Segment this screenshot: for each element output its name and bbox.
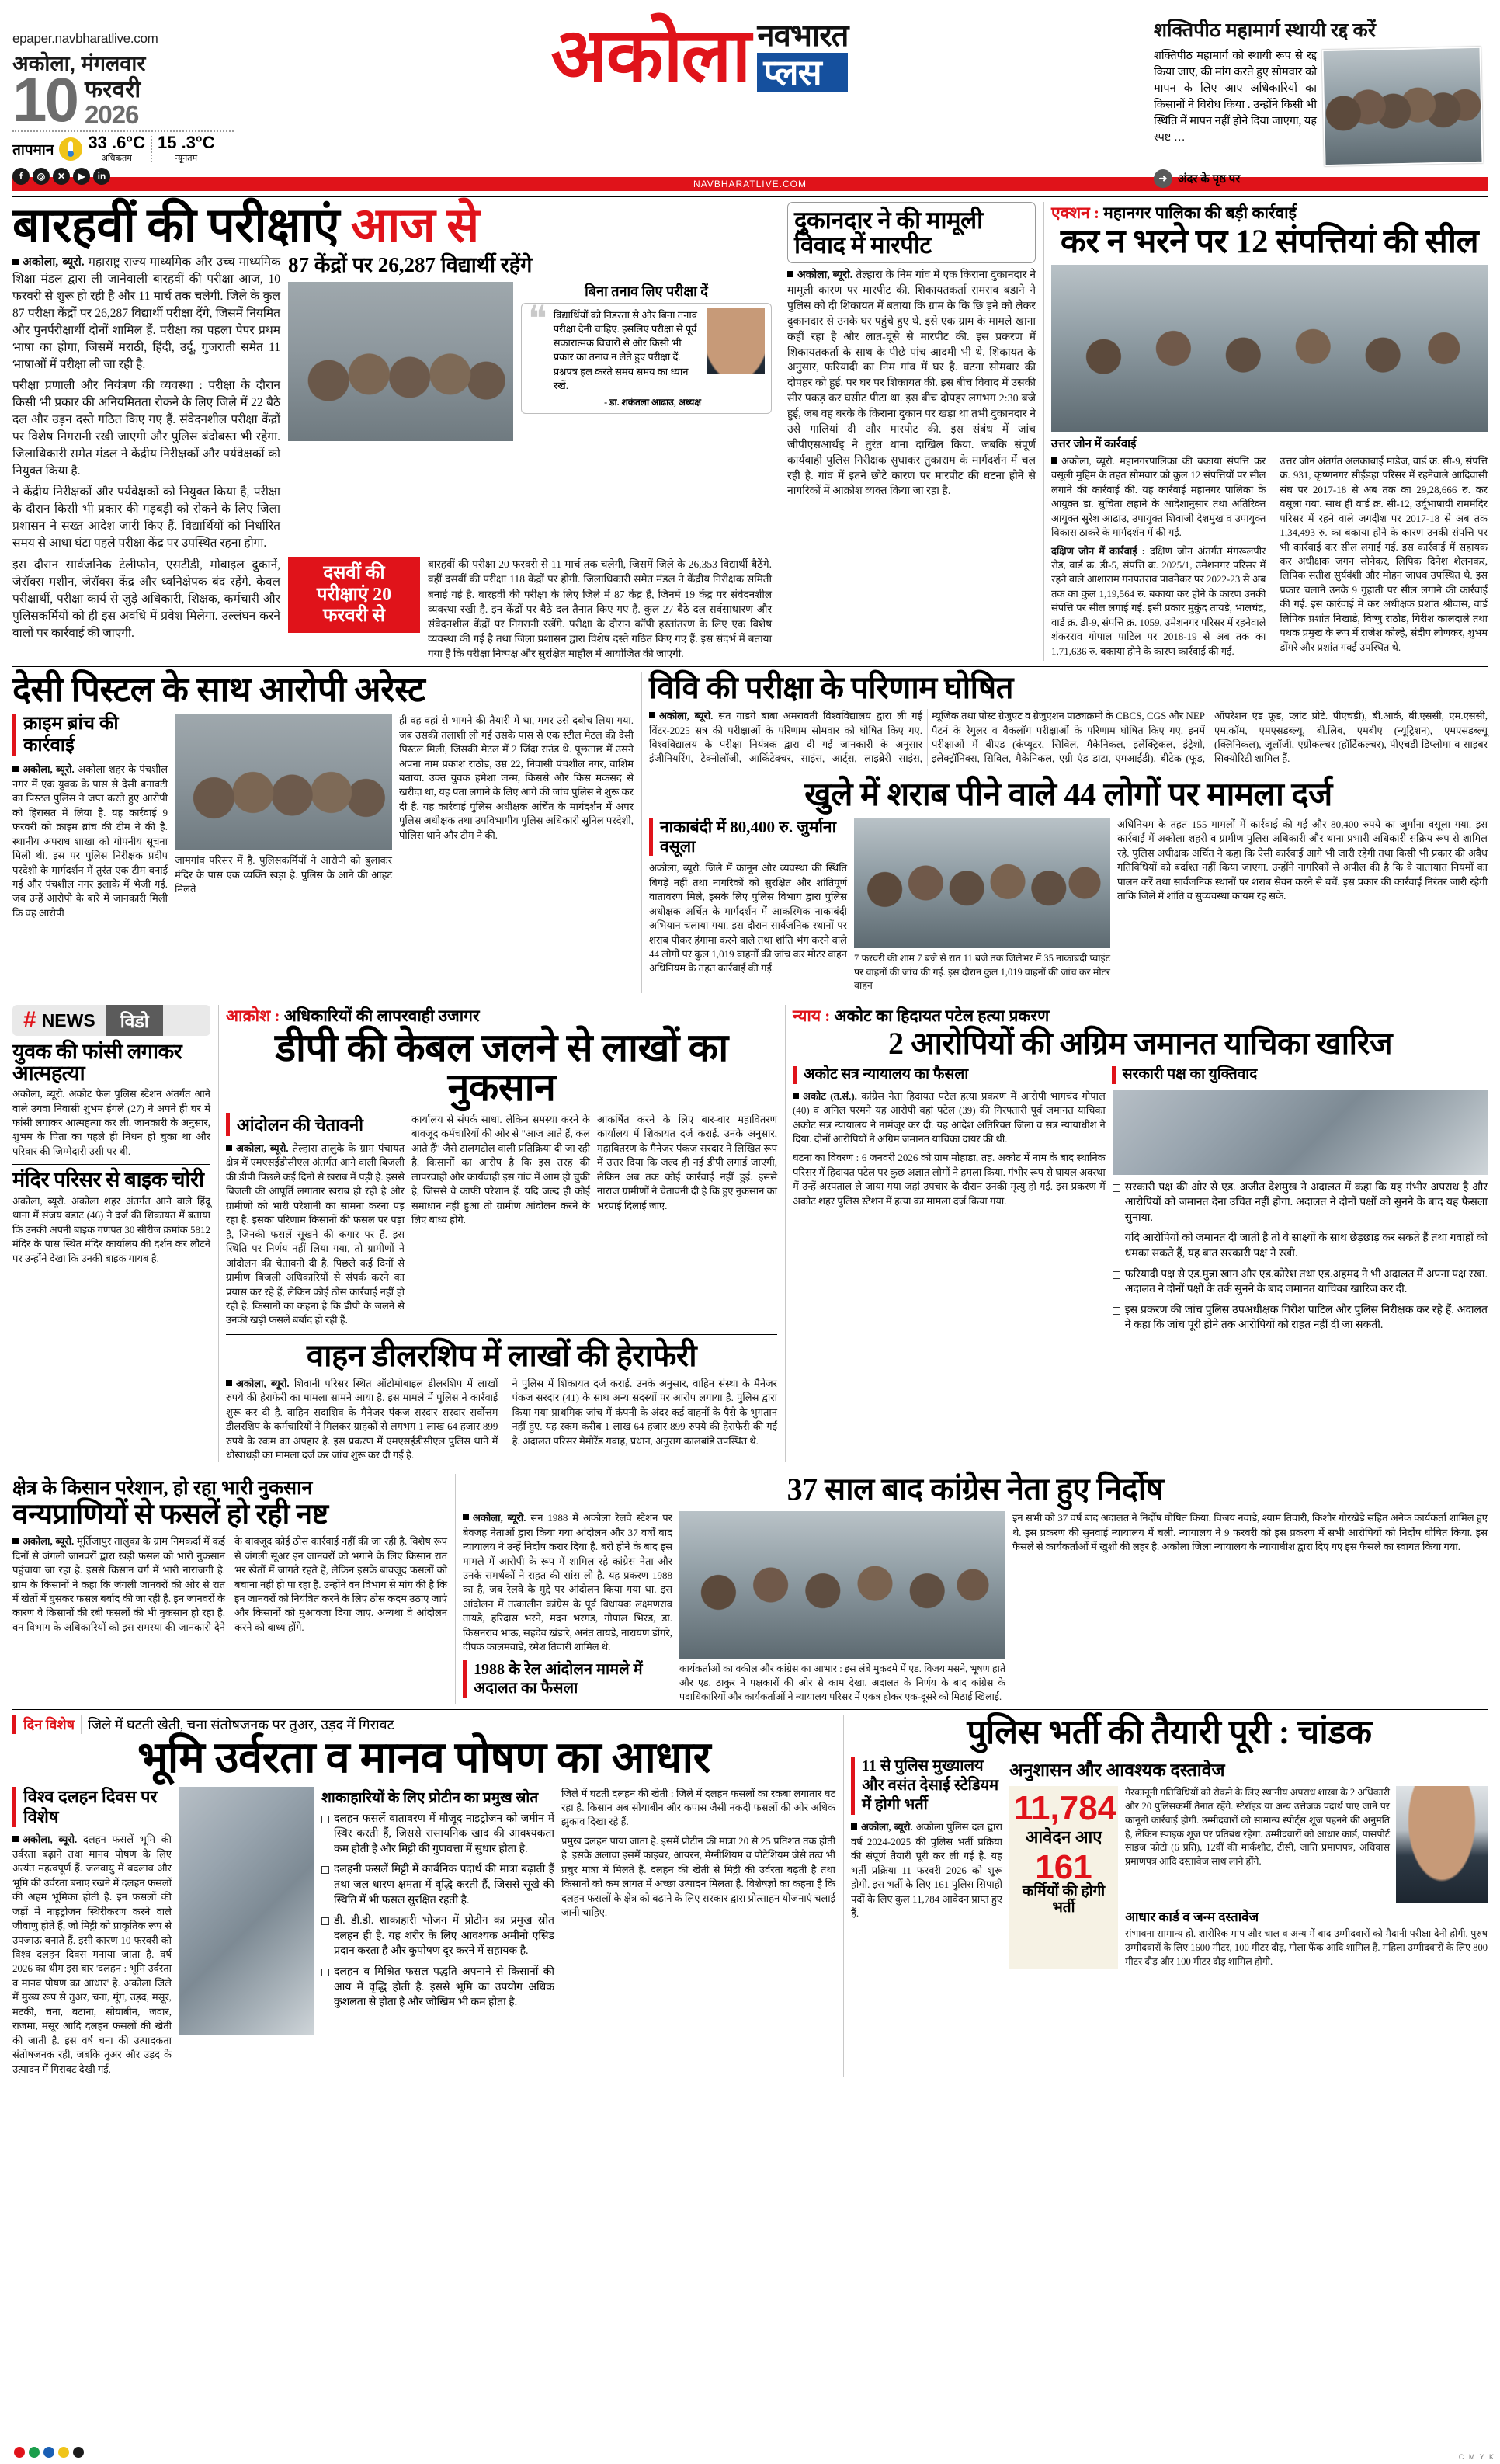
promo-photo <box>1321 47 1483 166</box>
bullet-square-icon <box>12 259 19 265</box>
lead-upper <box>12 254 772 552</box>
pistol-body-left <box>12 763 168 920</box>
acquit-photo <box>679 1511 1005 1659</box>
pulse-col-bullets <box>321 1787 554 2077</box>
date-month: फरवरी <box>84 76 141 103</box>
list-item: डी. डी.डी. शाकाहारी भोजन में प्रोटीन का प्रमुख स्रोत दलहन ही है. यह शरीर के लिए आवश्यक अमीनो एसिड प्रदान करता है और कुपोषण दूर करने में सहायक है. <box>321 1913 554 1959</box>
pulse-redleft: विश्व दलहन दिवस पर विशेष <box>12 1787 172 1828</box>
lead-headline-black: बारहवीं की परीक्षाएं <box>12 200 351 252</box>
website-bar-label: NAVBHARATLIVE.COM <box>693 179 807 189</box>
promo-text: शक्तिपीठ महामार्ग को स्थायी रूप से रद्द किया जाए, की मांग करते हुए सोमवार को मापन के लिए आए अधिकारियों का किसानों ने विरोध किया . उन्होंने किसी भी स्थिति में मापन नहीं होने दिया जाएगा, यह स्पष्ट … <box>1154 50 1317 144</box>
pulse-col-right <box>561 1787 835 2077</box>
seal-headline: कर न भरने पर 12 संपत्तियां की सील <box>1060 224 1479 260</box>
video-tab[interactable]: विडो <box>106 1005 163 1036</box>
dot-red <box>14 2447 25 2458</box>
temp-min-value: 15 .3°C <box>158 132 215 152</box>
dp-kicker-rest: अधिकारियों की लापरवाही उजागर <box>280 1006 480 1026</box>
linkedin-icon[interactable]: in <box>93 168 110 185</box>
police-col-right <box>1009 1757 1488 1969</box>
farmer-body-text: मूर्तिजापुर तालुका के ग्राम निमकर्दा में कई दिनों से जंगली जानवरों द्वारा खड़ी फसल को भारी नुकसान पहुंचाया जा रहा है. इससे किसान वर्ग में भारी नाराजगी है. ग्राम के किसानों ने कहा कि जंगली जानवरों की ओर से रात में खेतों में घुसकर फसल बर्बाद की जा रही है. इन जानवरों के कारण वे किसानों की रबी फसलों की भी नुकसान हो रहा है. वन विभाग के अधिकारियों को इस समस्या की जानकारी देने के बावजूद कोई ठोस कार्रवाई नहीं की जा रही है. विशेष रूप से जंगली सूअर इन जानवरों को भगाने के लिए किसान रात भर खेतों में जागते रहते हैं, लेकिन इसके बावजूद फसलों को बचाना नहीं हो पा रहा है. उन्होंने वन विभाग से मांग की है कि इन जानवरों को नियंत्रित करने के लिए ठोस कदम उठाए जाएं और किसानों को मुआवजा दिया जाए. अन्यथा वे आंदोलन करने को बाध्य होंगे. <box>12 1535 447 1633</box>
pulse-cols <box>12 1787 835 2077</box>
lead-quote-title: बिना तनाव लिए परीक्षा दें <box>585 283 708 299</box>
liquor-caption: 7 फरवरी की शाम 7 बजे से रात 11 बजे तक जिलेभर में 35 नाकाबंदी प्वाइंट पर वाहनों की जांच की गई. इस दौरान कुल 1,019 वाहनों की जांच कर मोटर वाहन <box>854 952 1110 992</box>
seal-kicker-rest: महानगर पालिका की बड़ी कार्रवाई <box>1099 203 1297 222</box>
pistol-body-right: ही वह वहां से भागने की तैयारी में था, मगर उसे दबोच लिया गया. जब उसकी तलाशी ली गई उसके पास से एक स्टील मेटल की देसी पिस्टल मिली, जिसकी मेटल में 2 जिंदा राउंड थे. पूछताछ में उसने अपना नाम प्रकाश राठोड, उम्र 22, निवासी पंचशील नगर, वाशिम बताया. उक्त युवक हमेशा जन्म, किससे और किस मकसद से खरीदा था, यह पता लगाने के लिए आगे की जांच पुलिस ने शुरू कर दी है. यह कार्रवाई पुलिस अधीक्षक अर्चित के मार्गदर्शन में अपर पुलिस अधीक्षक तथा उपविभागीय पुलिस अधिकारी सुनिल परदेशी, पोलिस थाने और टीम ने की. <box>399 714 634 841</box>
bail-photo <box>1113 1090 1488 1175</box>
news-item-2-headline: मंदिर परिसर से बाइक चोरी <box>12 1168 204 1192</box>
seal-sub1 <box>1051 544 1266 659</box>
vehicle-byline: अकोला, ब्यूरो. <box>236 1377 290 1389</box>
promo-headline: शक्तिपीठ महामार्ग स्थायी रद्द करें <box>1154 20 1376 41</box>
seal-kicker-tag: एक्शन : <box>1051 203 1100 222</box>
epaper-url[interactable]: epaper.navbharatlive.com <box>12 31 158 46</box>
seal-body-right: उत्तर जोन अंतर्गत अलकाबाई माडेज, वार्ड क्र. सी-9, संपत्ति क्र. 931, कृष्णनगर सीईडहा परिसर में रहनेवाले आदिवासी संघ पर 2017-18 से अब तक का 29,28,666 रु. कर वसूला गया. साथ ही वार्ड क्र. सी-12, उर्दूभाषायी राममंदिर परिसर में रहने वाले जगदीश पर 2017-18 से अब तक 1,34,493 रु. का बकाया होने के कारण उनकी संपत्ति पर भी कार्रवाई कर सील लगाई गई. इस कार्रवाई में सहायक कर अधीक्षक जगन सोनेकर, लिपिक दिनेश शेलनकर, लिपिक सतीश सुर्यवंशी और मोहन जाधव उपस्थित थे. इस प्रकार चलाने उनके 9 गुहाती पर सील लगाने की कार्रवाई की गई. इस कार्रवाई में कर अधीक्षक प्रशांत श्रीवास, वार्ड लिपिक प्रशांत निखाडे, विष्णु राठोड, गिरीश कालदाले तथा पथक प्रमुख के रूप में राजेश कोल्हे, संदीप लोणकर, शुभम डोंगरे और प्रशांत गवई उपस्थित थे. <box>1273 454 1488 659</box>
list-item: दलहनी फसलें मिट्टी में कार्बनिक पदार्थ की मात्रा बढ़ाती हैं तथा जल धारण क्षमता में वृद्धि करती हैं, जिससे सूखे की स्थिति में भी फसल सुरक्षित रहती है. <box>321 1862 554 1908</box>
logo-navbharat: नवभारत <box>757 19 849 53</box>
dp-byline: अकोला, ब्यूरो. <box>236 1142 289 1155</box>
bullet-square-icon <box>1051 457 1057 464</box>
bullet-square-icon <box>12 1836 19 1842</box>
seal-story <box>1043 202 1488 661</box>
band-two-right <box>641 672 1488 993</box>
police-stat-2-label: कर्मियों की होगी भर्ती <box>1022 1882 1106 1916</box>
news-tag <box>12 1007 106 1034</box>
band-two <box>12 666 1488 993</box>
police-stat-2: 161 <box>1035 1848 1092 1887</box>
bullet-square-icon <box>787 271 793 277</box>
pulse-body <box>12 1833 172 2077</box>
acquit-byline: अकोला, ब्यूरो. <box>473 1512 526 1524</box>
police-body-right: संभावना सामान्य हो. शारीरिक माप और चाल व अन्य में बाद उम्मीदवारों को मैदानी परीक्षा देनी होगी. पुरुष उम्मीदवारों के लिए 1600 मीटर, 100 मीटर दौड़, गोला फेंक आदि शामिल हैं. महिला उम्मीदवारों के लिए 800 मीटर दौड़ और 100 मीटर दौड़ शामिल होगी. <box>1125 1928 1488 1967</box>
dot-yellow <box>58 2447 69 2458</box>
band-five <box>12 1709 1488 2077</box>
dp-cols <box>226 1113 777 1328</box>
dot-green <box>29 2447 40 2458</box>
police-stats-box <box>1009 1786 1118 1969</box>
temp-max-value: 33 .6°C <box>88 132 145 152</box>
bail-body-left <box>793 1090 1106 1147</box>
lead-body-2: परीक्षा प्रणाली और नियंत्रण की व्यवस्था : परीक्षा के दौरान किसी भी प्रकार की अनियमितता रोकने के लिए जिले में 22 बैठे दल और उड़न दस्ते गठित किए गए हैं. संवेदनशील परीक्षा केंद्रों पर विशेष निगरानी रखी जाएगी और पुलिस बंदोबस्त भी रहेगा. जिलाधिकारी समेत मंडल ने केंद्रीय निरीक्षकों और पर्यवेक्षकों को नियुक्त किया है. <box>12 379 280 478</box>
list-item: दलहन व मिश्रित फसल पद्धति अपनाने से किसानों की आय में वृद्धि होती है. इससे भूमि का उपयोग अधिक कुशलता से होता है और जोखिम भी कम होता है. <box>321 1965 554 2010</box>
lead-body-3: ने केंद्रीय निरीक्षकों और पर्यवेक्षकों को नियुक्त किया है, परीक्षा के दौरान किसी भी प्रकार की गड़बड़ी को रोकने के लिए जिला प्रशासन ने सख्त आदेश जारी किए हैं. विद्यार्थियों को निर्धारित समय से आधा घंटा पहले परीक्षा केंद्र पर उपस्थित रहना होगा. <box>12 485 280 551</box>
bail-left-caption: अकोट सत्र न्यायालय का फैसला <box>793 1066 1106 1084</box>
acquit-body-left <box>463 1511 672 1655</box>
seal-subcap: उत्तर जोन में कार्रवाई <box>1051 437 1137 450</box>
news-item-2 <box>12 1164 210 1266</box>
dp-story <box>218 1005 777 1462</box>
acquit-body-left-text: सन 1988 में अकोला रेलवे स्टेशन पर बेवजह नेताओं द्वारा किया गया आंदोलन और 37 वर्षों बाद न्यायालय ने उन्हें निर्दोष करार दिया है. बरी होने के बाद इस मामले में आरोपी के रूप में शामिल रहे कांग्रेस नेता और उनके समर्थकों ने राहत की सांस ली है. यह प्रकरण 1988 का है, जब रेलवे के मुद्दे पर आंदोलन किया गया था. इस आंदोलन में तत्कालीन कांग्रेस के पूर्व विधायक लक्ष्मणराव तायडे, हरिदास भरने, मदन भरगड, गोपाल भिरड, डा. किसनराव भाऊ, सहदेव खंडारे, अनंत तायडे, नारायण डोंगरे, दीपक कालमवाडे, रमेश तिवारी शामिल थे. <box>463 1512 673 1653</box>
seal-sub1-body: दक्षिण जोन अंतर्गत मंगरूलपीर रोड, वार्ड क्र. डी-5, संपत्ति क्र. 2025/1, उमेशनगर परिसर में रहने वाले आशाराम गनपतराव पावनेकर पर 2022-23 से अब तक का कुल 1,19,564 रु. बकाया कर होने के कारण उनकी संपत्ति पर सील लगाई गई. इसी प्रकार मुकुंद तायडे, भालचंद्र, वार्ड क्र. डी-9, संपत्ति क्र. 1059, उमेशनगर परिसर में रहनेवाले शंकरराव गोपाल पाटिल पर 2018-19 से अब तक का 1,71,636 रु. बकाया होने के कारण कार्रवाई की गई. <box>1051 544 1266 657</box>
pulse-byline: अकोला, ब्यूरो. <box>23 1833 78 1846</box>
lead-quote-portrait <box>707 308 765 374</box>
bail-body-left-text: कांग्रेस नेता हिदायत पटेल हत्या प्रकरण में आरोपी भागचंद गोपाल (40) व अनिल परमने यह आरोपी वहां पटेल (39) की गिरफ्तारी पूर्व जमानत याचिका अकोट सत्र न्यायालय ने नामंजूर कर दी. यह आदेश अतिरिक्त जिला व सत्र न्यायाधीश ने दिया. दोनों आरोपियों ने अग्रिम जमानत याचिका दायर की थी. <box>793 1090 1106 1145</box>
instagram-icon[interactable]: ◎ <box>33 168 50 185</box>
acquit-story <box>455 1474 1488 1704</box>
seal-kicker <box>1051 202 1488 224</box>
bullet-square-icon <box>12 766 19 772</box>
vehicle-body-right: ने पुलिस में शिकायत दर्ज कराई. उनके अनुसार, वाहिन संस्था के मैनेजर पंकज सरदार (41) के साथ अन्य सदस्यों पर आरोप लगाया है. पुलिस द्वारा किया गया प्राथमिक जांच में कंपनी के अंदर कई वाहनों के पैसे के भुगतान नहीं हुए. यह रकम करीब 1 लाख 64 हजार 899 रुपये की हेराफेरी की गई है. अदालत परिसर मेमोरेंड गवाह, प्रधान, अनुराग कालबांडे उपस्थित थे. <box>505 1377 777 1463</box>
logo-akola: अकोला <box>550 14 750 97</box>
acquit-body-mid: 1988 के रेल आंदोलन मामले में अदालत का फैसला <box>463 1660 672 1698</box>
pulse-bullet-5: जिले में घटती दलहन की खेती : जिले में दलहन फसलों का रकबा लगातार घट रहा है. किसान अब सोयाबीन और कपास जैसी नकदी फसलों की ओर अधिक झुकाव दिखा रहे हैं. <box>561 1787 835 1828</box>
farmer-kicker: क्षेत्र के किसान परेशान, हो रहा भारी नुकसान <box>12 1478 313 1500</box>
date-year: 2026 <box>84 99 139 129</box>
liquor-col-left <box>649 818 847 993</box>
police-stat-1: 11,784 <box>1014 1789 1117 1828</box>
color-registration-dots <box>14 2447 84 2458</box>
pistol-body-left-text: अकोला शहर के पंचशील नगर में एक युवक के पास से देसी बनावटी का पिस्टल पुलिस ने जप्त करते हुए आरोपी को हिरासत में लिया है. यह कार्रवाई 9 फरवरी को क्राइम ब्रांच की टीम ने की है. स्थानीय अपराध शाखा को गोपनीय सूचना मिली थी. इस पर पुलिस निरीक्षक प्रदीप परदेशी के मार्गदर्शन में तुरंत एक टीम बनाई गई और पंचशील नगर इलाके में भेजी गई. जब उन्हें आरोपी के बारे में जानकारी मिली कि वह आरोपी <box>12 763 168 919</box>
shopkeeper-body-text: तेल्हारा के निम गांव में एक किराना दुकानदार ने मामूली कारण पर मारपीट की. शिकायतकर्ता रामराव बडाने ने पुलिस को दी शिकायत में बताया कि ग्राम के कि छि ड़ने को लेकर दुकानदार से उनके घर पहुंचे हुए थे. इसे एक ग्राम के मामले खाना कहीं रहा है और लात-घूंसे से मारपीट की. इस प्रकरण में शिकायतकर्ता के साथ के पीछे पांच आदमी भी थे. शिकायत के अनुसार, फरियादी का निम गांव में घर है. घटना सोमवार की दोपहर को हुई. पर घर पर शिकायत की. इस बीच विवाद में उसकी सीर पकड़ कर घसीट पीटा था. इस बीच दोपहर लगभग 2:30 बजे हुई, जब वह बरके के किराना दुकान पर खड़ा था तभी दुकानदार ने उसे गालियां दी और मारपीट की. इस संबंध में जांच जीपीएसआर्थड् ने तुरंत थाना दाखिल किया. जबकि संपूर्ण कार्यवाही पुलिस निरीक्षक सुधाकर तुकाराम के मार्गदर्शन में चल रही है. गांव में इतने छोटे कारण पर मारपीट की घटना होने से नागरिकों में आक्रोश व्यक्त किया जा रहा है. <box>787 269 1036 498</box>
bail-kicker-tag: न्याय : <box>793 1006 831 1026</box>
bail-body-left2: घटना का विवरण : 6 जनवरी 2026 को ग्राम मोहाडा, तह. अकोट में नाम के बाद स्थानिक परिसर में हिदायत पटेल पर कुछ अज्ञात लोगों ने हमला किया. गंभीर रूप से घायल अवस्था में उन्हें अस्पताल ले जाया गया जहां उपचार के दौरान उनकी मृत्यु हो गई. इस प्रकरण में अकोट शहर पुलिस स्टेशन में हत्या का मामला दर्ज किया गया. <box>793 1152 1106 1207</box>
bail-kicker-rest: अकोट का हिदायत पटेल हत्या प्रकरण <box>830 1006 1050 1026</box>
pulse-body-text: दलहन फसलें भूमि की उर्वरता बढ़ाने तथा मानव पोषण के लिए अत्यंत महत्वपूर्ण हैं. जलवायु में बदलाव और भूमि की उर्वरता बनाए रखने में दलहन फसलों की अहम भूमिका होती है. इन फसलों की जड़ों में नाइट्रोजन स्थिरीकरण करने वाले जीवाणु होते हैं, जो मिट्टी को प्राकृतिक रूप से उपजाऊ बनाते हैं. इसी कारण 10 फरवरी को विश्व दलहन दिवस मनाया जाता है. वर्ष 2026 का थीम इस बार 'दलहन : भूमि उर्वरता व मानव पोषण का आधार' है. अकोला जिले में मुख्य रूप से तुअर, चना, मूंग, उड़द, मसूर, मटकी, चना, बटाना, सोयाबीन, जवार, राजमा, मसूर आदि दलहन फसलों की खेती की जाती है. इस वर्ष चना की उत्पादकता संतोषजनक रही, जबकि तुअर और उड़द के उत्पादन में गिरावट देखी गई. <box>12 1833 172 2075</box>
bail-bullets <box>1113 1180 1488 1333</box>
pistol-photo <box>175 714 392 850</box>
acquit-headline: 37 साल बाद कांग्रेस नेता हुए निर्दोष <box>786 1472 1164 1507</box>
bail-right-caption: सरकारी पक्ष का युक्तिवाद <box>1112 1066 1488 1084</box>
farmer-headline: वन्यप्राणियों से फसलें हो रही नष्ट <box>12 1499 328 1531</box>
liquor-redleft: नाकाबंदी में 80,400 रु. जुर्माना वसूला <box>649 818 847 857</box>
masthead-promo <box>1154 11 1488 188</box>
seal-photo <box>1051 265 1488 432</box>
bullet-square-icon <box>12 1538 19 1544</box>
acquit-col-left <box>463 1511 672 1704</box>
social-links[interactable] <box>12 168 245 185</box>
youtube-icon[interactable]: ▶ <box>73 168 90 185</box>
band-lead <box>12 196 1488 661</box>
lead-story <box>12 202 772 661</box>
bail-col-left <box>793 1090 1106 1339</box>
vehicle-headline: वाहन डीलरशिप में लाखों की हेराफेरी <box>306 1337 697 1373</box>
farmer-body <box>12 1534 447 1635</box>
promo-inner-link[interactable] <box>1154 169 1488 188</box>
date-day: 10 <box>12 65 77 134</box>
farmer-story <box>12 1474 447 1704</box>
bullet-square-icon <box>793 1093 799 1099</box>
univ-headline: विवि की परीक्षा के परिणाम घोषित <box>649 670 1013 706</box>
dp-body-left-text: तेल्हारा तालुके के ग्राम पंचायत क्षेत्र में एमएसईडीसीएल अंतर्गत आने वाली बिजली की डीपी पिछले कई दिनों से खराब में पड़ी है. इससे बिजली की आपूर्ति लगातार खराब हो रही है और ग्रामीणों को भारी परेशानी का सामना करना पड़ रहा है. इसका परिणाम किसानों की फसल पर पड़ा है, जिनकी फसलें सूखने की कगार पर हैं. इस स्थिति पर निर्णय नहीं लिया गया, तो ग्रामीणों ने आंदोलन की चेतावनी दी है. पिछले कई दिनों से ग्रामीण बिजली अधिकारियों से संपर्क करने का प्रयास कर रहे हैं, लेकिन कोई ठोस कार्रवाई नहीं हो रही है. किसानों का कहना है कि डीपी के जलने से उनकी खड़ी फसलें बर्बाद हो रही हैं. <box>226 1142 405 1326</box>
pulse-photo-col <box>179 1787 314 2077</box>
acquit-caption: कार्यकर्ताओं का वकील और कांग्रेस का आभार : इस लंबे मुकदमे में एड. विजय मसने, भूषण हाते और एड. ठाकुर ने पक्षकारों की ओर से काम देखा. अदालत के निर्णय के बाद कांग्रेस के पदाधिकारियों और कार्यकर्ताओं ने न्यायालय परिसर में एकत्र होकर एक-दूसरे को मिठाई खिलाई. <box>679 1663 1005 1702</box>
liquor-body-right: अधिनियम के तहत 155 मामलों में कार्रवाई की गई और 80,400 रुपये का जुर्माना वसूला गया. इस कार्रवाई में अकोला शहरी व ग्रामीण पुलिस अधिकारी और थाना प्रभारी अधिकारी सक्रिय रूप से शामिल रहे. पुलिस अधीक्षक अर्चित ने कहा कि ऐसी कार्रवाई आगे भी जारी रहेगी तथा किसी भी प्रकार की अवैध गतिविधियों को बर्दाश्त नहीं किया जाएगा. उन्होंने नागरिकों से अपील की है कि वे यातायात नियमों का पालन करें तथा सार्वजनिक स्थानों पर शराब सेवन करने से बचें. इस प्रकार की कार्रवाई निरंतर जारी रहेगी ताकि जिले में शांति व सुव्यवस्था कायम रह सके. <box>1117 818 1488 902</box>
pulse-story <box>12 1715 835 2077</box>
liquor-col-mid <box>854 818 1110 993</box>
farmer-byline: अकोला, ब्यूरो. <box>23 1535 75 1548</box>
dot-blue <box>43 2447 54 2458</box>
pulse-sub1: शाकाहारियों के लिए प्रोटीन का प्रमुख स्रोत <box>321 1789 539 1806</box>
pulse-bullets <box>321 1812 554 2010</box>
lead-headline <box>12 202 772 251</box>
pistol-body-mid: जामगांव परिसर में है. पुलिसकर्मियों ने आरोपी को बुलाकर मंदिर के पास एक व्यक्ति खड़ा है. पुलिस के आने की आहट मिलते <box>175 854 392 895</box>
shopkeeper-headline-box <box>787 202 1036 263</box>
lead-body-1 <box>12 254 280 374</box>
dp-body-left <box>226 1142 405 1328</box>
news-label: NEWS <box>41 1010 95 1030</box>
vehicle-cols <box>226 1377 777 1463</box>
pistol-col-left <box>12 714 168 920</box>
temp-min-group <box>158 134 215 164</box>
police-stats-row <box>1009 1786 1488 1969</box>
dot-black <box>73 2447 84 2458</box>
lead-col2 <box>288 254 772 552</box>
hash-icon: # <box>23 1007 36 1034</box>
date-block <box>12 65 245 134</box>
temp-max-label: अधिकतम <box>101 153 132 163</box>
univ-body-text: संत गाडगे बाबा अमरावती विश्वविद्यालय द्वारा ली गई विंटर-2025 सत्र की परीक्षाओं के परिणाम सोमवार को घोषित किए गए. विश्वविद्यालय के परीक्षा नियंत्रक द्वारा दी गई जानकारी के अनुसार इंजीनियरिंग, टेक्नोलॉजी, आर्किटेक्चर, साइंस, आर्ट्स, लाइब्रेरी साइंस, म्यूजिक तथा पोस्ट ग्रेजुएट व ग्रेजुएशन पाठ्यक्रमों के CBCS, CGS और NEP पैटर्न के रेगुलर व बैकलॉग परीक्षाओं के परिणाम घोषित किए गए. इनमें परीक्षाओं में बीएड (कंप्यूटर, सिविल, मैकेनिकल, इलेक्ट्रिकल, इंट्रेशो, इलेक्ट्रॉनिक्स, सिविल, मैकेनिकल, एग्री एंड डाटा, एमआईडी), बीटेक (फूड, ऑपरेशन एंड फूड, प्लांट प्रोटे. पीएचडी), बी.आर्क, बी.एससी, एम.एससी, एम.कॉम, एमएसडब्ल्यू, बी.लिब, एमबीए (न्यूट्रिशन), एमएसडब्ल्यू (क्लिनिकल), जूलॉजी, एग्रीकल्चर (हॉर्टिकल्चर), पीएचडी डिप्लोमा व साइबर सिक्योरिटी शामिल हैं. <box>649 710 1488 765</box>
lead-quote-wrap <box>521 282 772 441</box>
police-cols <box>851 1757 1488 1969</box>
seal-body-left-text: अकोला, ब्यूरो. महानगरपालिका की बकाया संपत्ति कर वसूली मुहिम के तहत सोमवार को कुल 12 संपत्तियों पर सील लगाने की कार्रवाई की. यह कार्रवाई महानगर पालिका के आयुक्त डा. सुचिता लहाने के आदेशानुसार तथा अतिरिक्त आयुक्त सुरेश आढाउ, उपायुक्त शिवाजी देशमुख व उपायुक्त विकास ठाकरे के मार्गदर्शन में की गई. <box>1051 454 1266 539</box>
lead-body1-text: महाराष्ट्र राज्य माध्यमिक और उच्च माध्यमिक शिक्षा मंडल द्वारा ली जानेवाली बारहवीं की परीक्षा आज, 10 फरवरी से शुरू हो रही है और 11 मार्च तक चलेगी. जिले के कुल 87 परीक्षा केंद्रों पर 26,287 विद्यार्थी परीक्षा देंगे, जिसमें नियमित और पुनर्परीक्षार्थी दोनों शामिल हैं. परीक्षा का पहला पेपर प्रथम भाषा का होगा, जिसमें मराठी, हिंदी, उर्दू, गुजराती समेत 11 भाषाओं में परीक्षा ली जा रही है. <box>12 255 280 372</box>
divider-vertical-dotted <box>151 136 152 162</box>
lead-byline: अकोला, ब्यूरो. <box>23 255 85 269</box>
shopkeeper-story <box>780 202 1036 661</box>
dp-col-left <box>226 1113 405 1328</box>
pistol-cols <box>12 714 634 920</box>
bail-cols <box>793 1090 1488 1339</box>
vehicle-body-left <box>226 1377 498 1463</box>
temp-min-label: न्यूनतम <box>175 153 198 163</box>
lead-caption-para: बारहवीं की परीक्षा 20 फरवरी से 11 मार्च तक चलेगी, जिसमें जिले के 26,353 विद्यार्थी बैठेंगे. वहीं दसवीं की परीक्षा 118 केंद्रों पर होगी. जिलाधिकारी समेत मंडल ने केंद्रीय निरीक्षक समिती बनाई गई है. बारहवीं की परीक्षा के लिए जिले में 87 केंद्र हैं, जिनमें 19 केंद्र पर संवेदनशील व्यवस्था रखी है. इन केंद्रों पर बैठे दल तैनात किए गए हैं. कुल 27 बैठे दल सर्वसाधारण और संवेदनशील केंद्रों पर निगरानी रखेंगे. परीक्षा के दौरान कॉपी हस्तांतरण के लिए एक विशेष व्यवस्था की गई है तथा जिला प्रशासन द्वारा विशेष दस्ते गठित किए गए हैं. इस संदर्भ में बताया गया है कि परीक्षा निष्पक्ष और सुरक्षित माहौल में आयोजित की जाएगी. <box>428 558 772 660</box>
acquit-col-mid <box>679 1511 1005 1704</box>
bullet-square-icon <box>463 1514 469 1520</box>
police-sub-title: अनुशासन और आवश्यक दस्तावेज <box>1009 1760 1225 1781</box>
promo-link-label: अंदर के पृष्ठ पर <box>1178 173 1241 186</box>
pulse-kicker-row <box>12 1715 835 1734</box>
vehicle-body-left-text: शिवानी परिसर स्थित ऑटोमोबाइल डीलरशिप में लाखों रुपये की हेराफेरी का मामला सामने आया है. इस मामले में पुलिस ने कार्रवाई शुरू कर दी है. वाहिन सदाशिव के मैनेजर पंकज सरदार सरदार सर्वोत्तम डीलरशिप के कर्मचारियों ने मिलकर ग्राहकों से लगभग 1 लाख 64 हजार 899 रुपये के रकम का अपहार है. इस प्रकरण में एमएसईडीसीएल पुलिस थाने में धोखाधड़ी का मामला दर्ज कर जांच शुरू कर दी गई है. <box>226 1377 498 1461</box>
bullet-square-icon <box>649 712 655 718</box>
band-three <box>12 999 1488 1462</box>
cmyk-mark: C M Y K <box>1458 2453 1495 2461</box>
police-sub2-title: आधार कार्ड व जन्म दस्तावेज <box>1125 1910 1259 1925</box>
city-and-day: अकोला, मंगलवार <box>12 52 146 75</box>
news-box-column <box>12 1005 210 1462</box>
lead-quote-author: - डा. शकंतला आढाउ, अध्यक्ष <box>604 397 701 408</box>
police-story <box>843 1715 1488 2077</box>
pulse-headline: भूमि उर्वरता व मानव पोषण का आधार <box>137 1734 711 1783</box>
dp-body-right: आकर्षित करने के लिए बार-बार महावितरण कार्यालय में शिकायत दर्ज कराई. उनके अनुसार, महावितरण के मैनेजर पंकज सरदार ने लिखित रूप में उत्तर दिया कि जल्द ही नई डीपी लगाई जाएगी, लेकिन अब तक कोई कार्रवाई नहीं हुई. इससे नाराज ग्रामीणों ने चेतावनी दी है कि हुए नुकसान का भरपाई दिलाई जाए. <box>597 1114 777 1211</box>
police-stat-1-label: आवेदन आए <box>1025 1827 1102 1847</box>
pulse-kicker-rest: जिले में घटती खेती, चना संतोषजनक पर तुअर, उड़द में गिरावट <box>81 1715 394 1734</box>
dp-redleft: आंदोलन की चेतावनी <box>226 1113 405 1136</box>
shopkeeper-body <box>787 268 1036 499</box>
police-body-left <box>851 1820 1002 1920</box>
liquor-cols <box>649 818 1488 993</box>
arrow-right-icon: ➜ <box>1154 169 1172 188</box>
liquor-story <box>649 773 1488 993</box>
liquor-body-left: अकोला, ब्यूरो. जिले में कानून और व्यवस्था की स्थिति बिगड़े नहीं तथा नागरिकों को सुरक्षित और शांतिपूर्ण वातावरण मिले, इसके लिए पुलिस विभाग द्वारा पुलिस अधीक्षक अर्चित के मार्गदर्शन में आकस्मिक नाकाबंदी अभियान चलाया गया. इस दौरान सार्वजनिक स्थानों पर शराब पीकर हंगामा करने वाले तथा शांति भंग करने वाले 44 लोगों पर कुल 1,019 वाहनों की जांच कर मोटर वाहन अधिनियम के तहत कार्रवाई की गई. <box>649 862 847 975</box>
bullet-square-icon <box>226 1380 232 1386</box>
lead-body-4: इस दौरान सार्वजनिक टेलीफोन, एसटीडी, मोबाइल दुकानें, जेरॉक्स मशीन, जेरॉक्स केंद्र और ध्वनिक्षेपक बंद रहेंगे. केवल परीक्षार्थी, परीक्षा कार्य से जुड़े अधिकारी, शिक्षक, कर्मचारी और पुलिसकर्मियों को ही इस अवधि में प्रवेश मिलेगा. उल्लंघन करने वालों पर कार्रवाई की जाएगी. <box>12 558 280 641</box>
list-item: दलहन फसलें वातावरण में मौजूद नाइट्रोजन को जमीन में स्थिर करती हैं, जिससे रासायनिक खाद की आवश्यकता कम होती है और मिट्टी की गुणवत्ता में सुधार होता है. <box>321 1812 554 1858</box>
liquor-headline: खुले में शराब पीने वाले 44 लोगों पर मामला दर्ज <box>804 777 1332 813</box>
univ-byline: अकोला, ब्यूरो. <box>659 710 714 722</box>
bail-col-right <box>1113 1090 1488 1339</box>
police-mid-top <box>1125 1786 1488 1903</box>
logo-plus: प्लस <box>757 53 848 92</box>
quote-mark-icon: ❝ <box>528 298 547 339</box>
police-body-mid: गैरकानूनी गतिविधियों को रोकने के लिए स्थानीय अपराध शाखा के 2 अधिकारी और 20 पुलिसकर्मी तैनात रहेंगे. स्टेरॉइड या अन्य उत्तेजक पदार्थ पाए जाने पर कानूनी कार्रवाई होगी. उम्मीदवारों को सामान्य स्पोर्ट्स शूज पहनने की अनुमति है, लेकिन स्पाइक शूज पर प्रतिबंध रहेगा. उम्मीदवारों को आधार कार्ड, पासपोर्ट साइज फोटो (6 प्रति), 12वीं की मार्कशीट, टीसी, जाति प्रमाणपत्र, अधिवास प्रमाणपत्र आदि दस्तावेज साथ लाने होंगे. <box>1125 1787 1390 1868</box>
univ-story <box>649 672 1488 766</box>
lead-lower <box>12 557 772 661</box>
pistol-story <box>12 672 634 993</box>
bullet-square-icon <box>226 1145 232 1151</box>
pistol-col-mid <box>175 714 392 920</box>
acquit-body-right: इन सभी को 37 वर्ष बाद अदालत ने निर्दोष घोषित किया. विजय नवाडे, श्याम तिवारी, किशोर गौरखेडे सहित अनेक कार्यकर्ता शामिल हुए थे. इस प्रकरण की सुनवाई न्यायालय में चली. न्यायालय ने 9 फरवरी को इस प्रकरण में सभी आरोपियों को निर्दोष घोषित किया. इस फैसले से कार्यकर्ताओं में खुशी की लहर है. अकोला जिला न्यायालय के न्यायाधीश द्वारा दिए गए इस फैसले का स्वागत किया गया. <box>1012 1512 1488 1553</box>
police-mid-wrap <box>1125 1786 1488 1969</box>
pistol-headline: देसी पिस्टल के साथ आरोपी अरेस्ट <box>12 670 425 710</box>
lead-media <box>288 282 772 441</box>
list-item: सरकारी पक्ष की ओर से एड. अजीत देशमुख ने अदालत में कहा कि यह गंभीर अपराध है और आरोपियों को जमानत देना उचित नहीं होगा. अदालत ने दोनों पक्षों को सुनने के बाद यह फैसला सुनाया. <box>1113 1180 1488 1226</box>
news-item-2-body: अकोला, ब्यूरो. अकोला शहर अंतर्गत आने वाले हिंदू थाना में संजय बडाट (46) ने दर्ज की शिकायत में बताया कि उनकी अपनी बाइक गणपत 30 सीरीज क्रमांक 5812 मंदिर के पास स्थित मंदिर कार्यालय की दर्शन कर लौटने पर उन्होंने देखा कि उनकी बाइक गायब है. <box>12 1194 210 1264</box>
bail-captions <box>793 1066 1488 1084</box>
police-portrait <box>1396 1786 1488 1903</box>
seal-col-left <box>1051 454 1266 659</box>
news-item-1 <box>12 1041 210 1159</box>
temp-max-group <box>88 134 145 164</box>
dp-kicker <box>226 1005 777 1027</box>
facebook-icon[interactable]: f <box>12 168 30 185</box>
shopkeeper-headline: दुकानदार ने की मामूली विवाद में मारपीट <box>794 207 983 259</box>
logo-navbharat-plus <box>757 20 848 92</box>
band-four <box>12 1468 1488 1704</box>
list-item: इस प्रकरण की जांच पुलिस उपअधीक्षक गिरीश पाटिल और पुलिस निरीक्षक कर रहे हैं. अदालत ने कहा कि जांच पूरी होने तक आरोपियों को राहत नहीं दी जा सकती. <box>1113 1303 1488 1333</box>
lead-headline-red: आज से <box>350 200 479 252</box>
lead-red-box: दसवीं की परीक्षाएं 20 फरवरी से <box>288 557 420 633</box>
lead-photo <box>288 282 513 441</box>
bail-story <box>785 1005 1488 1462</box>
news-item-1-body: अकोला, ब्यूरो. अकोट फैल पुलिस स्टेशन अंतर्गत आने वाले उगवा निवासी शुभम इंगले (27) ने अपने ही घर में फांसी लगाकर आत्महत्या कर ली. जानकारी के अनुसार, शुभम के पिता का पहले ही निधन हो चुका था और परिवार की जिम्मेदारी उसी पर थी. <box>12 1088 210 1157</box>
masthead-left <box>12 11 245 185</box>
liquor-photo <box>854 818 1110 948</box>
bail-kicker <box>793 1005 1488 1027</box>
news-item-1-headline: युवक की फांसी लगाकर आत्महत्या <box>12 1040 182 1085</box>
bail-headline: 2 आरोपियों की अग्रिम जमानत याचिका खारिज <box>887 1026 1393 1062</box>
univ-body <box>649 709 1488 766</box>
pulse-col-left <box>12 1787 172 2077</box>
masthead-logo <box>245 11 1154 97</box>
dp-body-mid: कार्यालय से संपर्क साधा. लेकिन समस्या करने के बावजूद कर्मचारियों की ओर से "आज आते हैं, कल आते हैं" जैसे टालमटोल वाली प्रतिक्रिया दी जा रही है. किसानों का आरोप है कि इस तरह की लापरवाही और कार्यवाही इस गांव में आम हो चुकी है, जिससे वे काफी परेशान हैं. यदि जल्द ही कोई समाधान नहीं हुआ तो ग्रामीण आंदोलन करने के लिए बाध्य होंगे. <box>411 1114 590 1226</box>
temperature-label: तापमान <box>12 141 54 158</box>
seal-body-cols <box>1051 454 1488 659</box>
promo-body <box>1154 48 1488 165</box>
lead-col1 <box>12 254 280 552</box>
pulse-kicker-tag: दिन विशेष <box>12 1715 75 1734</box>
pistol-redleft: क्राइम ब्रांच की कार्रवाई <box>12 714 168 756</box>
masthead <box>12 11 1488 186</box>
seal-sub1-title: दक्षिण जोन में कार्रवाई : <box>1051 544 1146 557</box>
pulse-photo <box>179 1787 314 2035</box>
list-item: फरियादी पक्ष से एड.मुन्ना खान और एड.कोरेश तथा एड.अहमद ने भी अदालत में अपना पक्ष रखा. अदालत ने दोनों पक्षों के तर्क सुनने के बाद जमानत याचिका खारिज कर दी. <box>1113 1267 1488 1298</box>
dp-headline: डीपी की केबल जलने से लाखों का नुकसान <box>275 1026 728 1110</box>
pistol-byline: अकोला, ब्यूरो. <box>23 763 75 776</box>
acquit-cols <box>463 1511 1488 1704</box>
police-col-left <box>851 1757 1002 1969</box>
lead-quote-text: विद्यार्थियों को निडरता से और बिना तनाव परीक्षा देनी चाहिए. इसलिए परीक्षा से पूर्व सकारात्मक विचारों से और किसी भी प्रकार का तनाव न लेते हुए परीक्षा दें. प्रश्नपत्र हल करते समय समय का ध्यान रखें. <box>553 308 697 391</box>
list-item: यदि आरोपियों को जमानत दी जाती है तो वे साक्ष्यों के साथ छेड़छाड़ कर सकते हैं तथा गवाहों को धमका सकते हैं, यह बात सरकारी पक्ष ने रखी. <box>1113 1231 1488 1261</box>
thermometer-icon <box>59 137 82 161</box>
police-body-left-text: अकोला पुलिस दल द्वारा वर्ष 2024-2025 की पुलिस भर्ती प्रक्रिया की संपूर्ण तैयारी पूरी कर ली गई है. यह भर्ती प्रक्रिया 11 फरवरी 2026 को शुरू होगी. इस भर्ती के लिए 161 पुलिस सिपाही पदों के लिए कुल 11,784 आवेदन प्राप्त हुए हैं. <box>851 1821 1002 1920</box>
police-headline: पुलिस भर्ती की तैयारी पूरी : चांडक <box>967 1713 1372 1752</box>
seal-body-left <box>1051 454 1266 540</box>
vehicle-story <box>226 1334 777 1463</box>
police-redleft: 11 से पुलिस मुख्यालय और वसंत देसाई स्टेडियम में होगी भर्ती <box>851 1757 1002 1815</box>
bail-byline: अकोट (त.सं.). <box>803 1090 857 1102</box>
temperature-block <box>12 134 245 164</box>
dp-kicker-tag: आक्रोश : <box>226 1006 280 1026</box>
news-video-bar[interactable] <box>12 1005 210 1036</box>
bullet-square-icon <box>851 1823 857 1830</box>
lead-quote-box <box>521 298 772 414</box>
lead-subhead: 87 केंद्रों पर 26,287 विद्यार्थी रहेंगे <box>288 253 533 277</box>
x-twitter-icon[interactable]: ✕ <box>53 168 70 185</box>
shopkeeper-byline: अकोला, ब्यूरो. <box>797 269 853 282</box>
pulse-right-text: प्रमुख दलहन पाया जाता है. इसमें प्रोटीन की मात्रा 20 से 25 प्रतिशत तक होती है. इसके अलावा इसमें फाइबर, आयरन, मैग्नीशियम व पोटैशियम जैसे तत्व भी प्रचुर मात्रा में मिलते हैं. दलहन की खेती से मिट्टी की उर्वरता बढ़ती है तथा किसानों को कम लागत में अच्छा उत्पादन मिलता है. विशेषज्ञों का कहना है कि दलहन फसलों के क्षेत्र को बढ़ाने के लिए सरकार द्वारा प्रोत्साहन योजनाएं चलाई जानी चाहिए. <box>561 1834 835 1919</box>
police-byline: अकोला, ब्यूरो. <box>861 1821 913 1833</box>
